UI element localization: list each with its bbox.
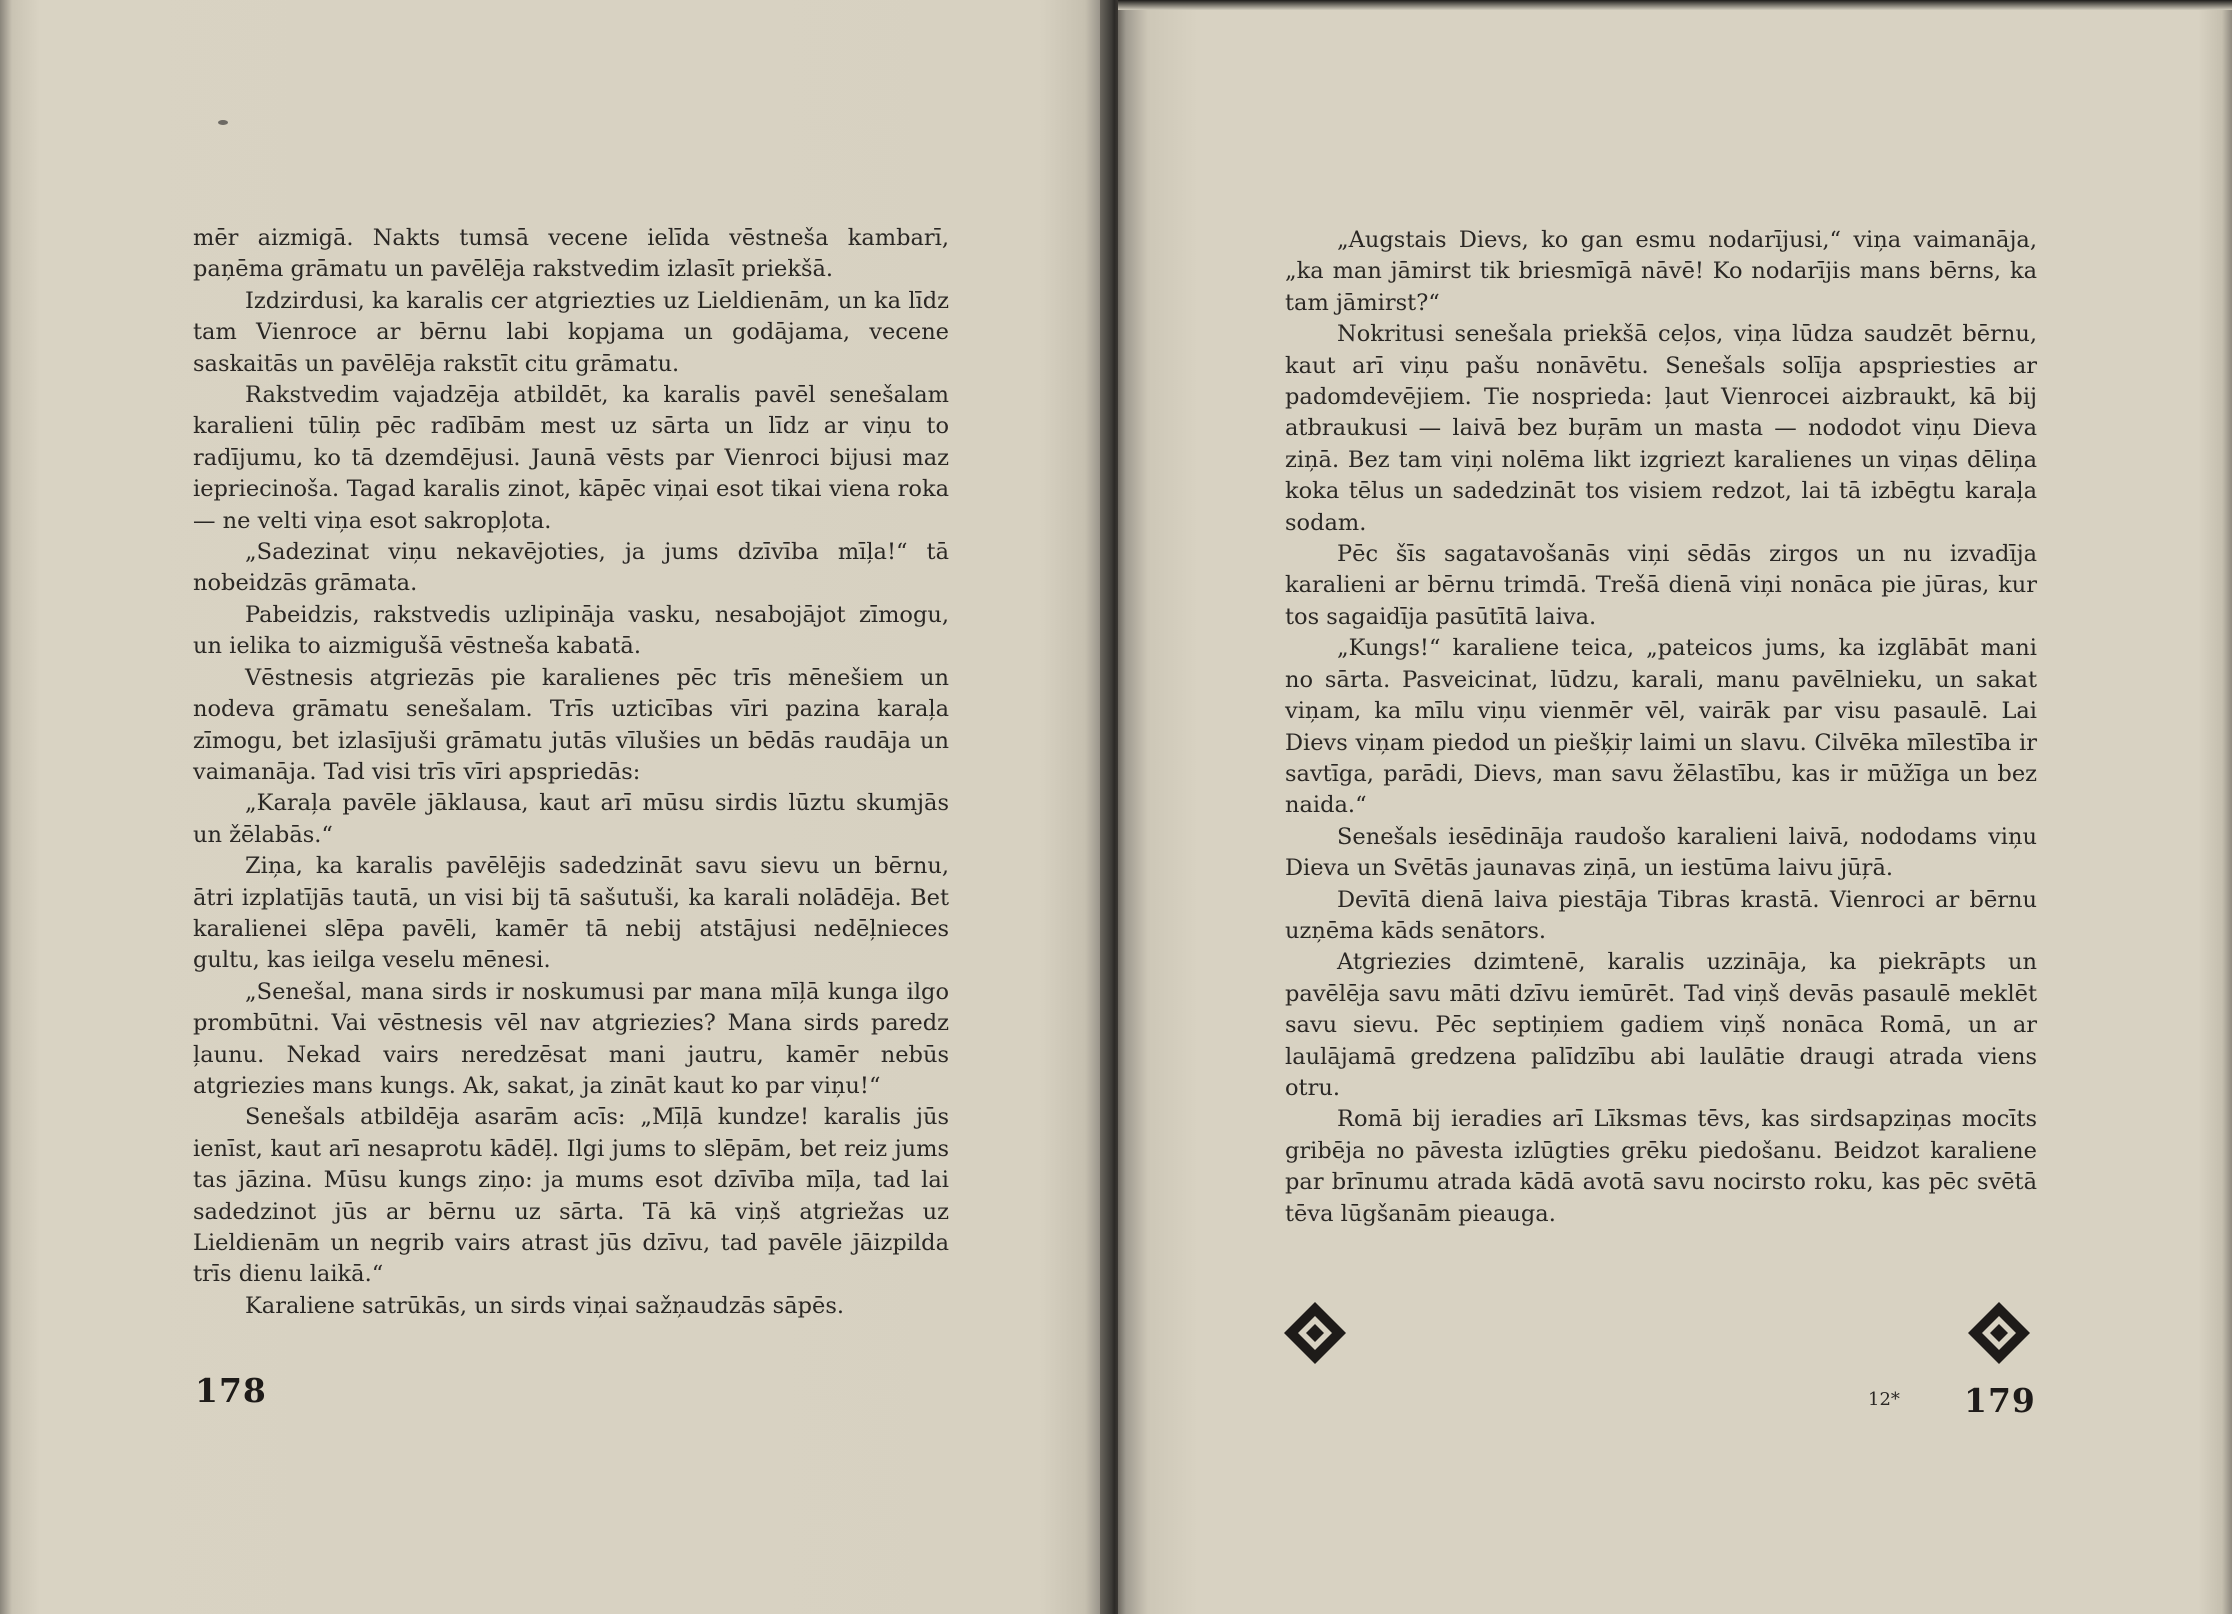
diamond-ornament-icon: [1282, 1300, 1348, 1366]
paragraph: „Karaļa pavēle jāklausa, kaut arī mūsu sirdis lūztu skumjās un žēlabās.“: [193, 790, 949, 848]
paragraph: „Kungs!“ karaliene teica, „pateicos jums, ka izglābāt mani no sārta. Pasveicinat, lūdzu, karali, manu pavēlnieku, un sakat viņam, ka mīlu viņu vienmēr vēl, vairāk par visu pasaulē. Lai Dievs viņam piedod un piešķiŗ laimi un slavu. Cilvēka mīlestība ir savtīga, parādi, Dievs, man savu žēlastību, kas ir mūžīga un bez naida.“: [1285, 635, 2037, 819]
paragraph: Ziņa, ka karalis pavēlējis sadedzināt savu sievu un bērnu, ātri izplatījās tautā, un visi bij tā sašutuši, ka karali nolādēja. Bet karalienei slēpa pavēli, kamēr tā nebij atstājusi nedēļnieces gultu, kas ieilga veselu mēnesi.: [193, 853, 949, 974]
paragraph: „Senešal, mana sirds ir noskumusi par mana mīļā kunga ilgo prombūtni. Vai vēstnesis vēl nav atgriezies? Mana sirds paredz ļaunu. Nekad vairs neredzēsat mani jautru, kamēr nebūs atgriezies mans kungs. Ak, sakat, ja zināt kaut ko par viņu!“: [193, 978, 949, 1099]
paragraph: Pabeidzis, rakstvedis uzlipināja vasku, nesabojājot zīmogu, un ielika to aizmigušā vēstneša kabatā.: [193, 601, 949, 660]
left-page-text: [193, 223, 949, 1322]
paragraph: Vēstnesis atgriezās pie karalienes pēc trīs mēnešiem un nodeva grāmatu senešalam. Trīs uzticības vīri pazina karaļa zīmogu, bet izlasījuši grāmatu jutās vīlušies un bēdās raudāja un vaimanāja. Tad visi trīs vīri apspriedās:: [193, 664, 949, 785]
printer-signature-mark: 12*: [1868, 1389, 1900, 1410]
paper-speck: [218, 120, 228, 125]
right-page-text: [1285, 225, 2037, 1230]
paragraph: Romā bij ieradies arī Līksmas tēvs, kas sirdsapziņas mocīts gribēja no pāvesta izlūgties grēku piedošanu. Beidzot karaliene par brīnumu atrada kādā avotā savu nocirsto roku, kas pēc svētā tēva lūgšanām pieauga.: [1285, 1106, 2037, 1227]
paragraph: Pēc šīs sagatavošanās viņi sēdās zirgos un nu izvadīja karalieni ar bērnu trimdā. Trešā dienā viņi nonāca pie jūras, kur tos sagaidīja pasūtītā laiva.: [1285, 541, 2037, 630]
paragraph: Atgriezies dzimtenē, karalis uzzināja, ka piekrāpts un pavēlēja savu māti dzīvu iemūrēt. Tad viņš devās pasaulē meklēt savu sievu. Pēc septiņiem gadiem viņš nonāca Romā, un ar laulājamā gredzena palīdzību abi laulātie draugi atrada viens otru.: [1285, 949, 2037, 1101]
left-page: [0, 0, 1108, 1614]
page-number-right: 179: [1964, 1381, 2036, 1420]
paragraph: Rakstvedim vajadzēja atbildēt, ka karalis pavēl senešalam karalieni tūliņ pēc radībām mest uz sārta un līdz ar viņu to radījumu, ko tā dzemdējusi. Jaunā vēsts par Vienroci bijusi maz iepriecinoša. Tagad karalis zinot, kāpēc viņai esot tikai viena roka — ne velti viņa esot sakropļota.: [193, 382, 949, 534]
diamond-ornament-icon: [1966, 1300, 2032, 1366]
paragraph: Senešals iesēdināja raudošo karalieni laivā, nododams viņu Dieva un Svētās jaunavas ziņā, un iestūma laivu jūŗā.: [1285, 823, 2037, 882]
paragraph: mēr aizmigā. Nakts tumsā vecene ielīda vēstneša kambarī, paņēma grāmatu un pavēlēja rakstvedim izlasīt priekšā.: [193, 225, 949, 283]
paragraph: „Sadezinat viņu nekavējoties, ja jums dzīvība mīļa!“ tā nobeidzās grāmata.: [193, 539, 949, 597]
page-top-edge: [1118, 0, 2232, 10]
paragraph: Izdzirdusi, ka karalis cer atgriezties uz Lieldienām, un ka līdz tam Vienroce ar bērnu labi kopjama un godājama, vecene saskaitās un pavēlēja rakstīt citu grāmatu.: [193, 287, 949, 377]
paragraph: Karaliene satrūkās, un sirds viņai sažņaudzās sāpēs.: [245, 1292, 845, 1319]
paragraph: Devītā dienā laiva piestāja Tibras krastā. Vienroci ar bērnu uzņēma kāds senātors.: [1285, 886, 2037, 944]
paragraph: Senešals atbildēja asarām acīs: „Mīļā kundze! karalis jūs ienīst, kaut arī nesaprotu kādēļ. Ilgi jums to slēpām, bet reiz jums tas jāzina. Mūsu kungs ziņo: ja mums esot dzīvība mīļa, tad lai sadedzinot jūs ar bērnu uz sārta. Tā kā viņš atgriežas uz Lieldienām un negrib vairs atrast jūs dzīvu, tad pavēle jāizpilda trīs dienu laikā.“: [193, 1104, 949, 1288]
paragraph: „Augstais Dievs, ko gan esmu nodarījusi,“ viņa vaimanāja, „ka man jāmirst tik briesmīgā nāvē! Ko nodarījis mans bērns, ka tam jāmirst?“: [1285, 227, 2037, 316]
paragraph: Nokritusi senešala priekšā ceļos, viņa lūdza saudzēt bērnu, kaut arī viņu pašu nonāvētu. Senešals solīja apspriesties ar padomdevējiem. Tie nosprieda: ļaut Vienrocei aizbraukt, kā bij atbraukusi — laivā bez buŗām un masta — nododot viņu Dieva ziņā. Bez tam viņi nolēma likt izgriezt karalienes un viņas dēliņa koka tēlus un sadedzināt tos visiem redzot, lai tā izbēgtu karaļa sodam.: [1285, 321, 2037, 536]
page-number-left: 178: [195, 1371, 267, 1410]
